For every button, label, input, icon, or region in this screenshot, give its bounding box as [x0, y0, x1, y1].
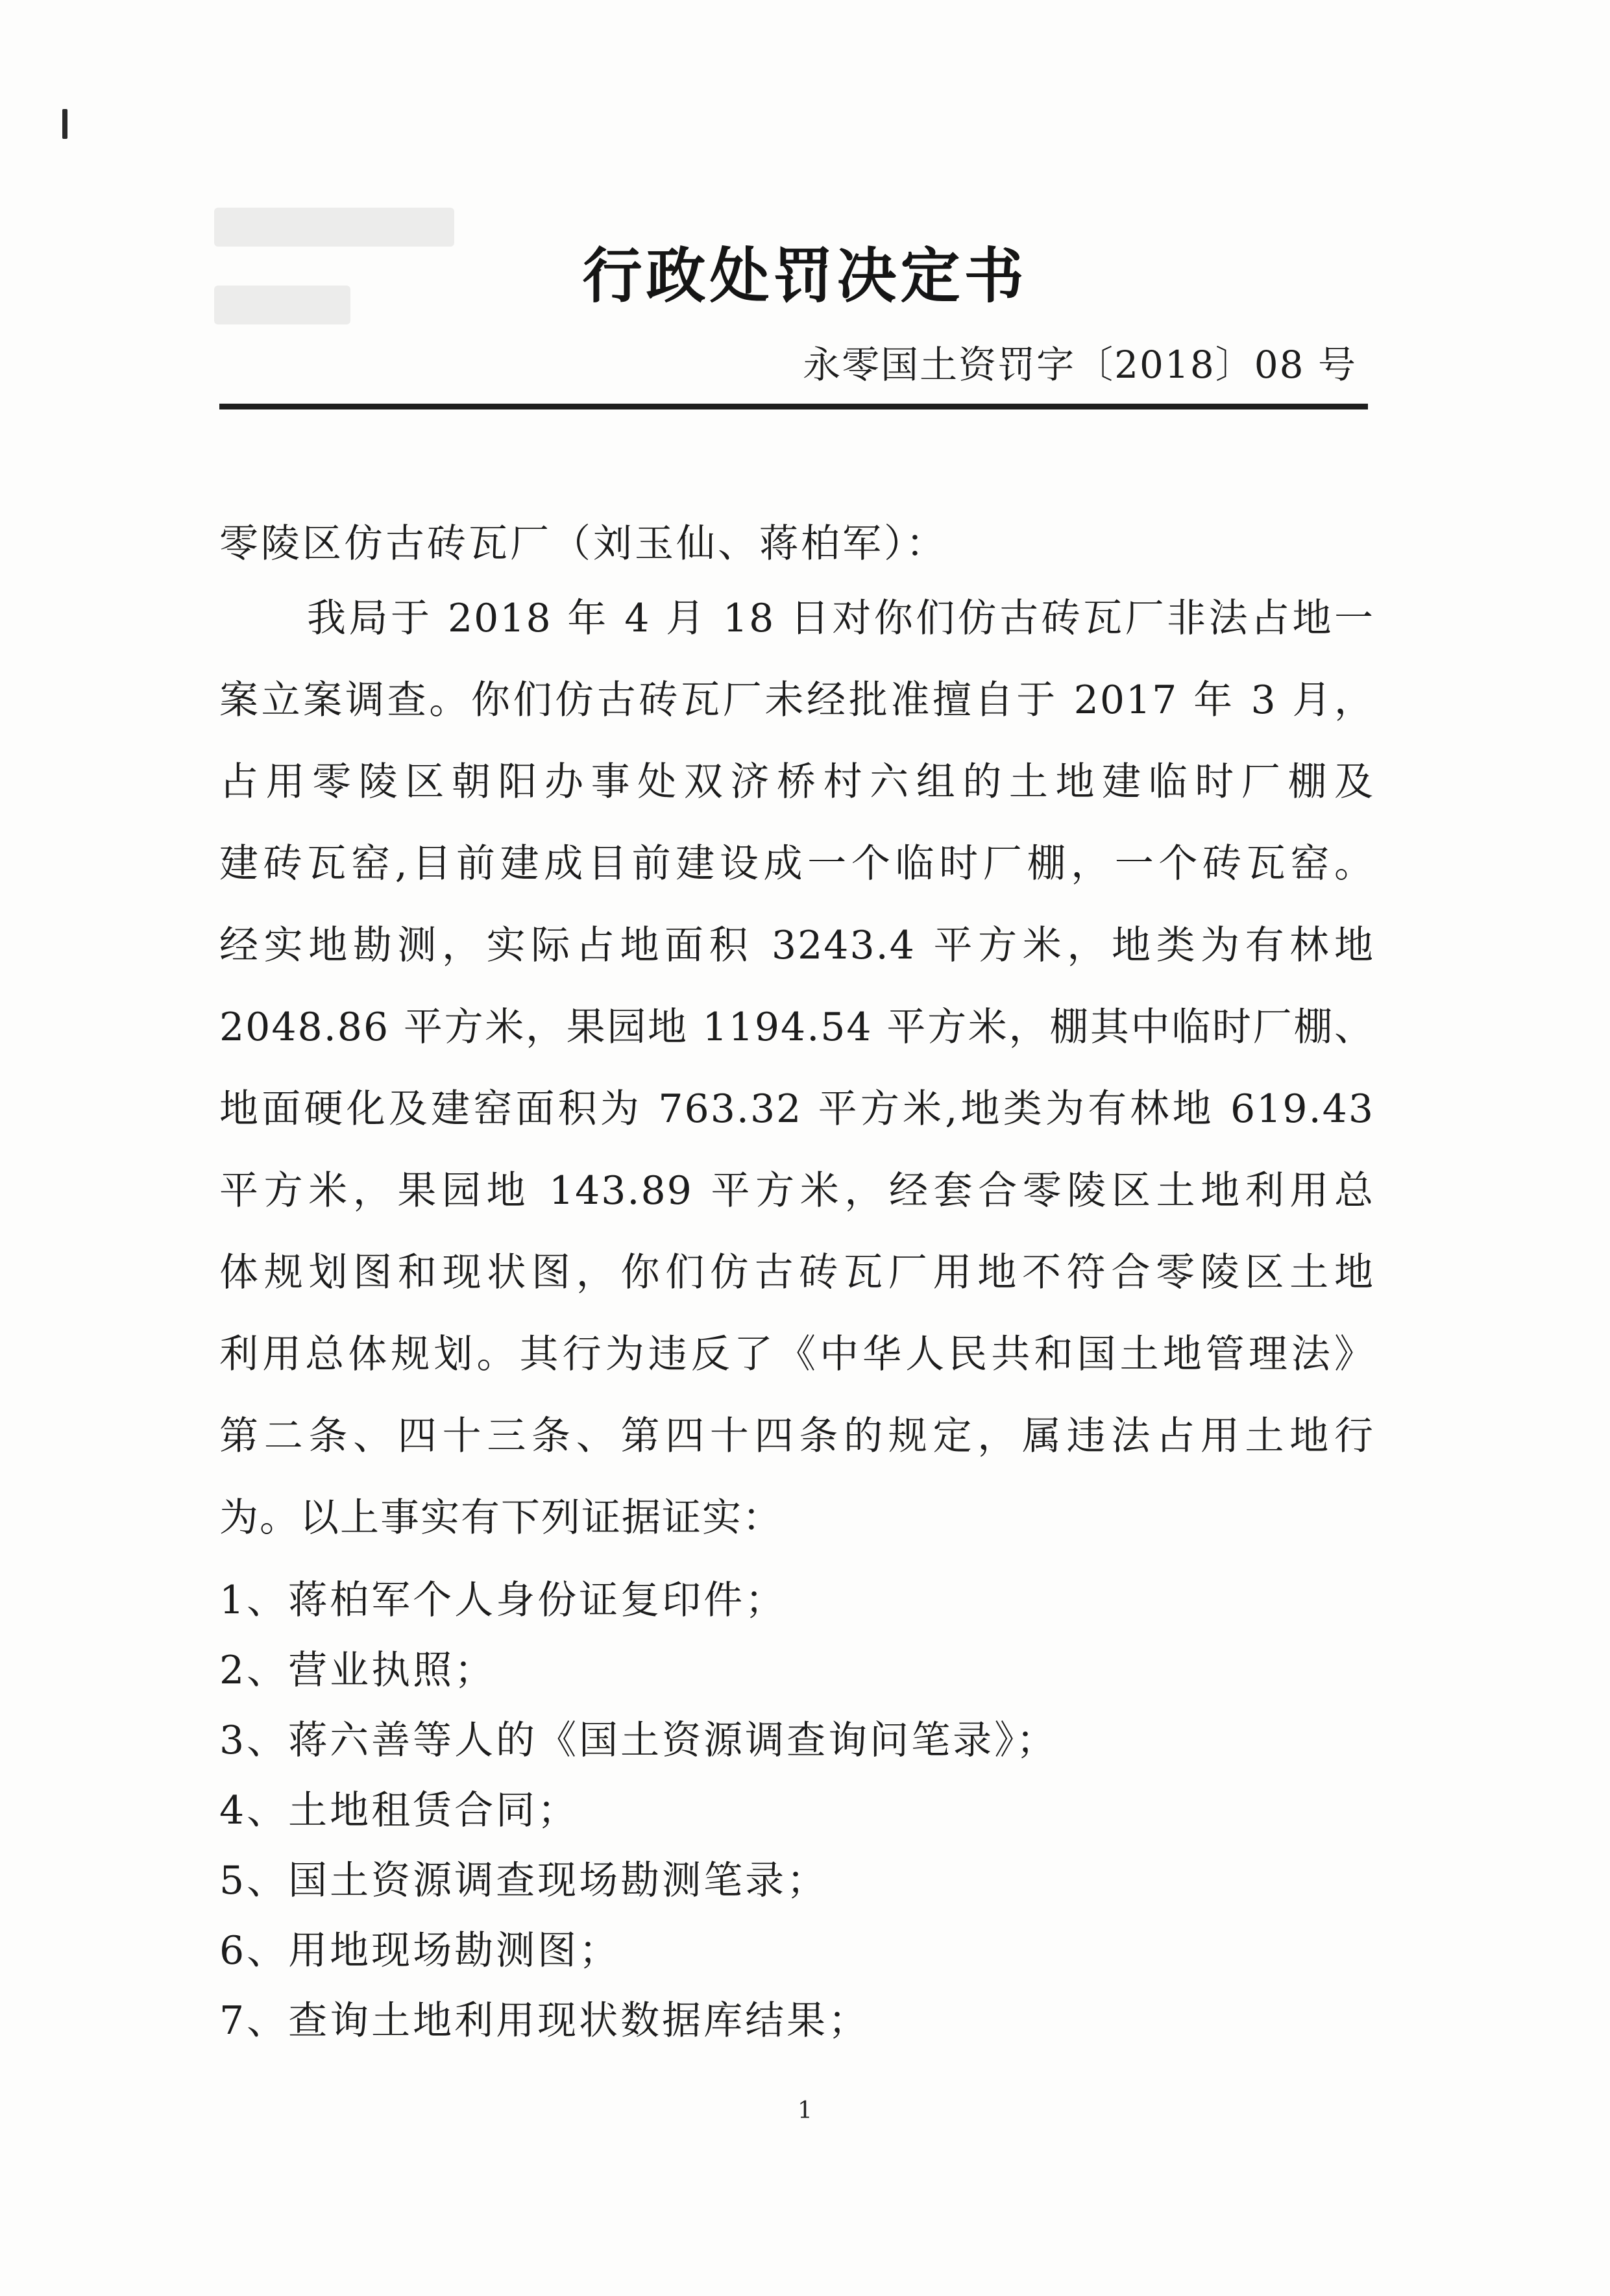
body-line: 体规划图和现状图，你们仿古砖瓦厂用地不符合零陵区土地	[219, 1250, 1374, 1295]
evidence-item: 4、土地租赁合同；	[219, 1788, 579, 1833]
evidence-item: 2、营业执照；	[219, 1648, 496, 1693]
body-line: 2048.86 平方米，果园地 1194.54 平方米，棚其中临时厂棚、	[219, 1005, 1374, 1050]
body-paragraph	[219, 578, 1374, 1559]
body-line: 平方米，果园地 143.89 平方米，经套合零陵区土地利用总	[219, 1168, 1374, 1214]
header-rule	[219, 404, 1368, 409]
evidence-item: 3、蒋六善等人的《国土资源调查询问笔录》；	[219, 1718, 1058, 1763]
body-line: 地面硬化及建窑面积为 763.32 平方米,地类为有林地 619.43	[219, 1086, 1374, 1132]
addressee: 零陵区仿古砖瓦厂（刘玉仙、蒋柏军）：	[219, 521, 947, 567]
evidence-list	[219, 1565, 1374, 2056]
document-title: 行政处罚决定书	[582, 240, 1028, 311]
body-line: 建砖瓦窑,目前建成目前建设成一个临时厂棚，一个砖瓦窑。	[219, 841, 1374, 886]
body-line: 为。以上事实有下列证据证实：	[219, 1495, 783, 1541]
body-line: 经实地勘测，实际占地面积 3243.4 平方米，地类为有林地	[219, 923, 1374, 968]
evidence-item: 7、查询土地利用现状数据库结果；	[219, 1998, 870, 2044]
evidence-item: 1、蒋柏军个人身份证复印件；	[219, 1578, 787, 1623]
body-line: 利用总体规划。其行为违反了《中华人民共和国土地管理法》	[219, 1332, 1374, 1377]
scan-mark	[62, 109, 67, 139]
page-number: 1	[798, 2097, 812, 2124]
body-line: 第二条、四十三条、第四十四条的规定，属违法占用土地行	[219, 1413, 1374, 1459]
evidence-item: 6、用地现场勘测图；	[219, 1928, 621, 1973]
body-line: 占用零陵区朝阳办事处双济桥村六组的土地建临时厂棚及	[219, 759, 1374, 805]
body-line: 我局于 2018 年 4 月 18 日对你们仿古砖瓦厂非法占地一	[307, 596, 1374, 641]
body-line: 案立案调查。你们仿古砖瓦厂未经批准擅自于 2017 年 3 月，	[219, 678, 1374, 723]
document-number: 永零国土资罚字〔2018〕08 号	[803, 343, 1357, 387]
evidence-item: 5、国土资源调查现场勘测笔录；	[219, 1858, 829, 1903]
